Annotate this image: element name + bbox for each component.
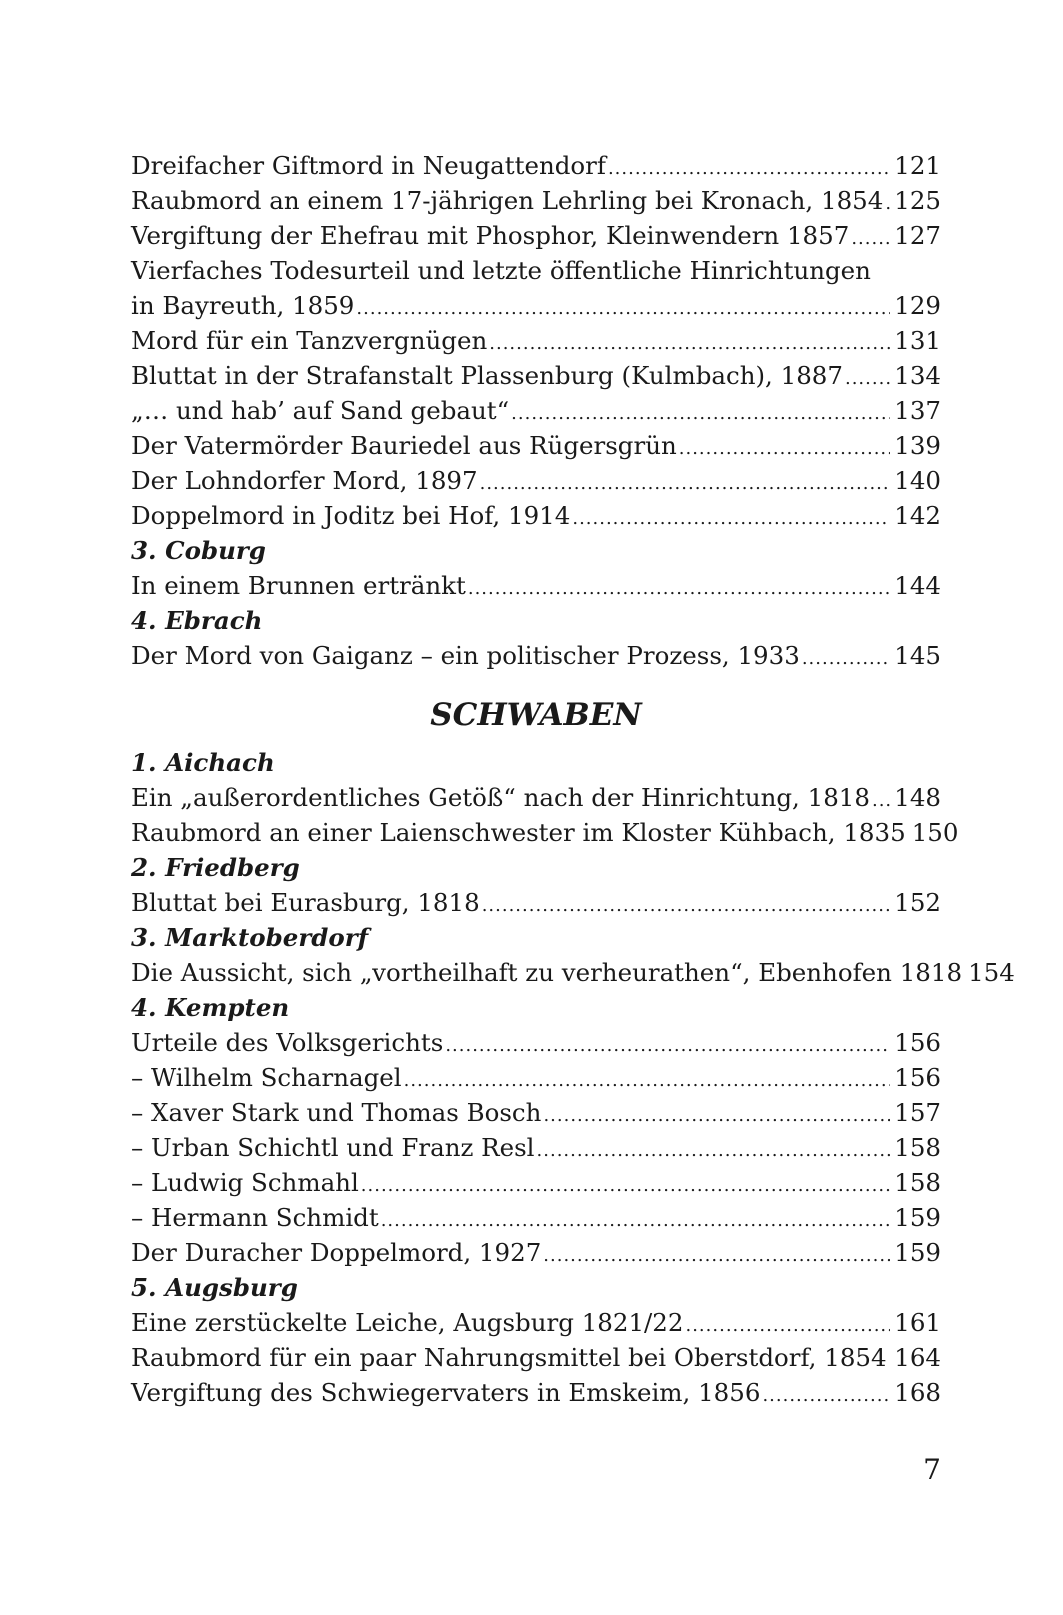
entry-page: 159	[894, 1203, 941, 1232]
section-heading: 3. Marktoberdorf	[131, 923, 369, 952]
entry-title: Dreifacher Giftmord in Neugattendorf	[131, 151, 606, 180]
leader-dots	[381, 1203, 891, 1238]
leader-dots	[543, 1238, 890, 1273]
toc-entry	[131, 1130, 941, 1165]
toc-entry	[131, 463, 941, 498]
section-heading: 1. Aichach	[131, 748, 275, 777]
entry-page: 159	[894, 1238, 941, 1267]
leader-dots	[685, 1308, 890, 1343]
page-number: 7	[923, 1453, 941, 1486]
toc-entry	[131, 1025, 941, 1060]
entry-title: Raubmord für ein paar Nahrungsmittel bei Oberstdorf, 1854	[131, 1343, 887, 1372]
entry-page: 129	[894, 291, 941, 320]
leader-dots	[511, 396, 890, 431]
toc-entry	[131, 148, 941, 183]
toc-entry	[131, 1060, 941, 1095]
entry-title: Urteile des Volksgerichts	[131, 1028, 444, 1057]
entry-page: 148	[894, 783, 941, 812]
entry-page: 157	[894, 1098, 941, 1127]
entry-title: – Xaver Stark und Thomas Bosch	[131, 1098, 542, 1127]
section-heading: 3. Coburg	[131, 536, 266, 565]
entry-title: Eine zerstückelte Leiche, Augsburg 1821/22	[131, 1308, 684, 1337]
section-heading: 4. Kempten	[131, 993, 290, 1022]
entry-page: 156	[894, 1063, 941, 1092]
toc-entry	[131, 253, 941, 288]
entry-title: – Urban Schichtl und Franz Resl	[131, 1133, 535, 1162]
toc-entry	[131, 638, 941, 673]
leader-dots	[679, 431, 890, 466]
entry-page: 134	[894, 361, 941, 390]
entry-title: In einem Brunnen ertränkt	[131, 571, 466, 600]
entry-page: 131	[894, 326, 941, 355]
toc-entry	[131, 218, 941, 253]
entry-title: Bluttat in der Strafanstalt Plassenburg (Kulmbach), 1887	[131, 361, 843, 390]
entry-page: 161	[894, 1308, 941, 1337]
leader-dots	[468, 571, 890, 606]
entry-title: Doppelmord in Joditz bei Hof, 1914	[131, 501, 571, 530]
toc-entry	[131, 955, 1015, 990]
table-of-contents	[131, 148, 1015, 1410]
entry-title: – Wilhelm Scharnagel	[131, 1063, 402, 1092]
toc-entry	[131, 568, 941, 603]
toc-entry	[131, 1340, 941, 1375]
entry-page: 158	[894, 1133, 941, 1162]
entry-title: Mord für ein Tanzvergnügen	[131, 326, 488, 355]
entry-title: – Hermann Schmidt	[131, 1203, 379, 1232]
toc-entry	[131, 183, 941, 218]
entry-title: Vergiftung der Ehefrau mit Phosphor, Kleinwendern 1857	[131, 221, 850, 250]
toc-entry	[131, 1200, 941, 1235]
entry-title: Raubmord an einer Laienschwester im Kloster Kühbach, 1835	[131, 818, 906, 847]
leader-dots	[361, 1168, 890, 1203]
region-heading: SCHWABEN	[430, 697, 642, 733]
entry-title: in Bayreuth, 1859	[131, 291, 355, 320]
section-heading: 4. Ebrach	[131, 606, 263, 635]
entry-page: 140	[894, 466, 941, 495]
entry-page: 145	[894, 641, 941, 670]
toc-entry	[131, 358, 941, 393]
leader-dots	[851, 221, 890, 256]
entry-page: 139	[894, 431, 941, 460]
leader-dots	[543, 1098, 890, 1133]
leader-dots	[356, 291, 890, 326]
toc-entry	[131, 1375, 941, 1410]
entry-title: „… und hab’ auf Sand gebaut“	[131, 396, 510, 425]
entry-page: 121	[894, 151, 941, 180]
toc-entry	[131, 780, 941, 815]
toc-entry	[131, 323, 941, 358]
section-heading: 5. Augsburg	[131, 1273, 298, 1302]
entry-title: Vierfaches Todesurteil und letzte öffentliche Hinrichtungen	[131, 256, 871, 285]
entry-page: 154	[968, 958, 1015, 987]
leader-dots	[480, 466, 891, 501]
entry-title: Der Lohndorfer Mord, 1897	[131, 466, 478, 495]
toc-entry	[131, 498, 941, 533]
entry-page: 144	[894, 571, 941, 600]
entry-page: 164	[894, 1343, 941, 1372]
entry-title: Der Vatermörder Bauriedel aus Rügersgrün	[131, 431, 677, 460]
entry-page: 156	[894, 1028, 941, 1057]
section-heading: 2. Friedberg	[131, 853, 300, 882]
leader-dots	[445, 1028, 890, 1063]
leader-dots	[608, 151, 890, 186]
leader-dots	[537, 1133, 891, 1168]
entry-title: Die Aussicht, sich „vortheilhaft zu verheurathen“, Ebenhofen 1818	[131, 958, 963, 987]
entry-title: Ein „außerordentliches Getöß“ nach der Hinrichtung, 1818	[131, 783, 870, 812]
leader-dots	[872, 783, 890, 818]
entry-title: Vergiftung des Schwiegervaters in Emskeim, 1856	[131, 1378, 761, 1407]
toc-entry	[131, 1095, 941, 1130]
leader-dots	[845, 361, 890, 396]
entry-page: 152	[894, 888, 941, 917]
leader-dots	[802, 641, 890, 676]
entry-page: 168	[894, 1378, 941, 1407]
entry-page: 150	[911, 818, 959, 847]
toc-entry	[131, 1165, 941, 1200]
leader-dots	[489, 326, 890, 361]
entry-page: 137	[894, 396, 941, 425]
toc-entry	[131, 288, 941, 323]
toc-entry	[131, 1305, 941, 1340]
leader-dots	[404, 1063, 891, 1098]
entry-title: Der Duracher Doppelmord, 1927	[131, 1238, 542, 1267]
leader-dots	[762, 1378, 890, 1413]
entry-page: 125	[894, 186, 941, 215]
entry-title: Raubmord an einem 17-jährigen Lehrling bei Kronach, 1854	[131, 186, 884, 215]
toc-entry	[131, 1235, 941, 1270]
leader-dots	[572, 501, 890, 536]
toc-entry	[131, 885, 941, 920]
leader-dots	[482, 888, 891, 923]
entry-title: – Ludwig Schmahl	[131, 1168, 359, 1197]
entry-page: 158	[894, 1168, 941, 1197]
toc-entry	[131, 428, 941, 463]
toc-entry	[131, 815, 959, 850]
entry-page: 127	[894, 221, 941, 250]
entry-title: Bluttat bei Eurasburg, 1818	[131, 888, 480, 917]
toc-entry	[131, 393, 941, 428]
entry-page: 142	[894, 501, 941, 530]
entry-title: Der Mord von Gaiganz – ein politischer Prozess, 1933	[131, 641, 800, 670]
